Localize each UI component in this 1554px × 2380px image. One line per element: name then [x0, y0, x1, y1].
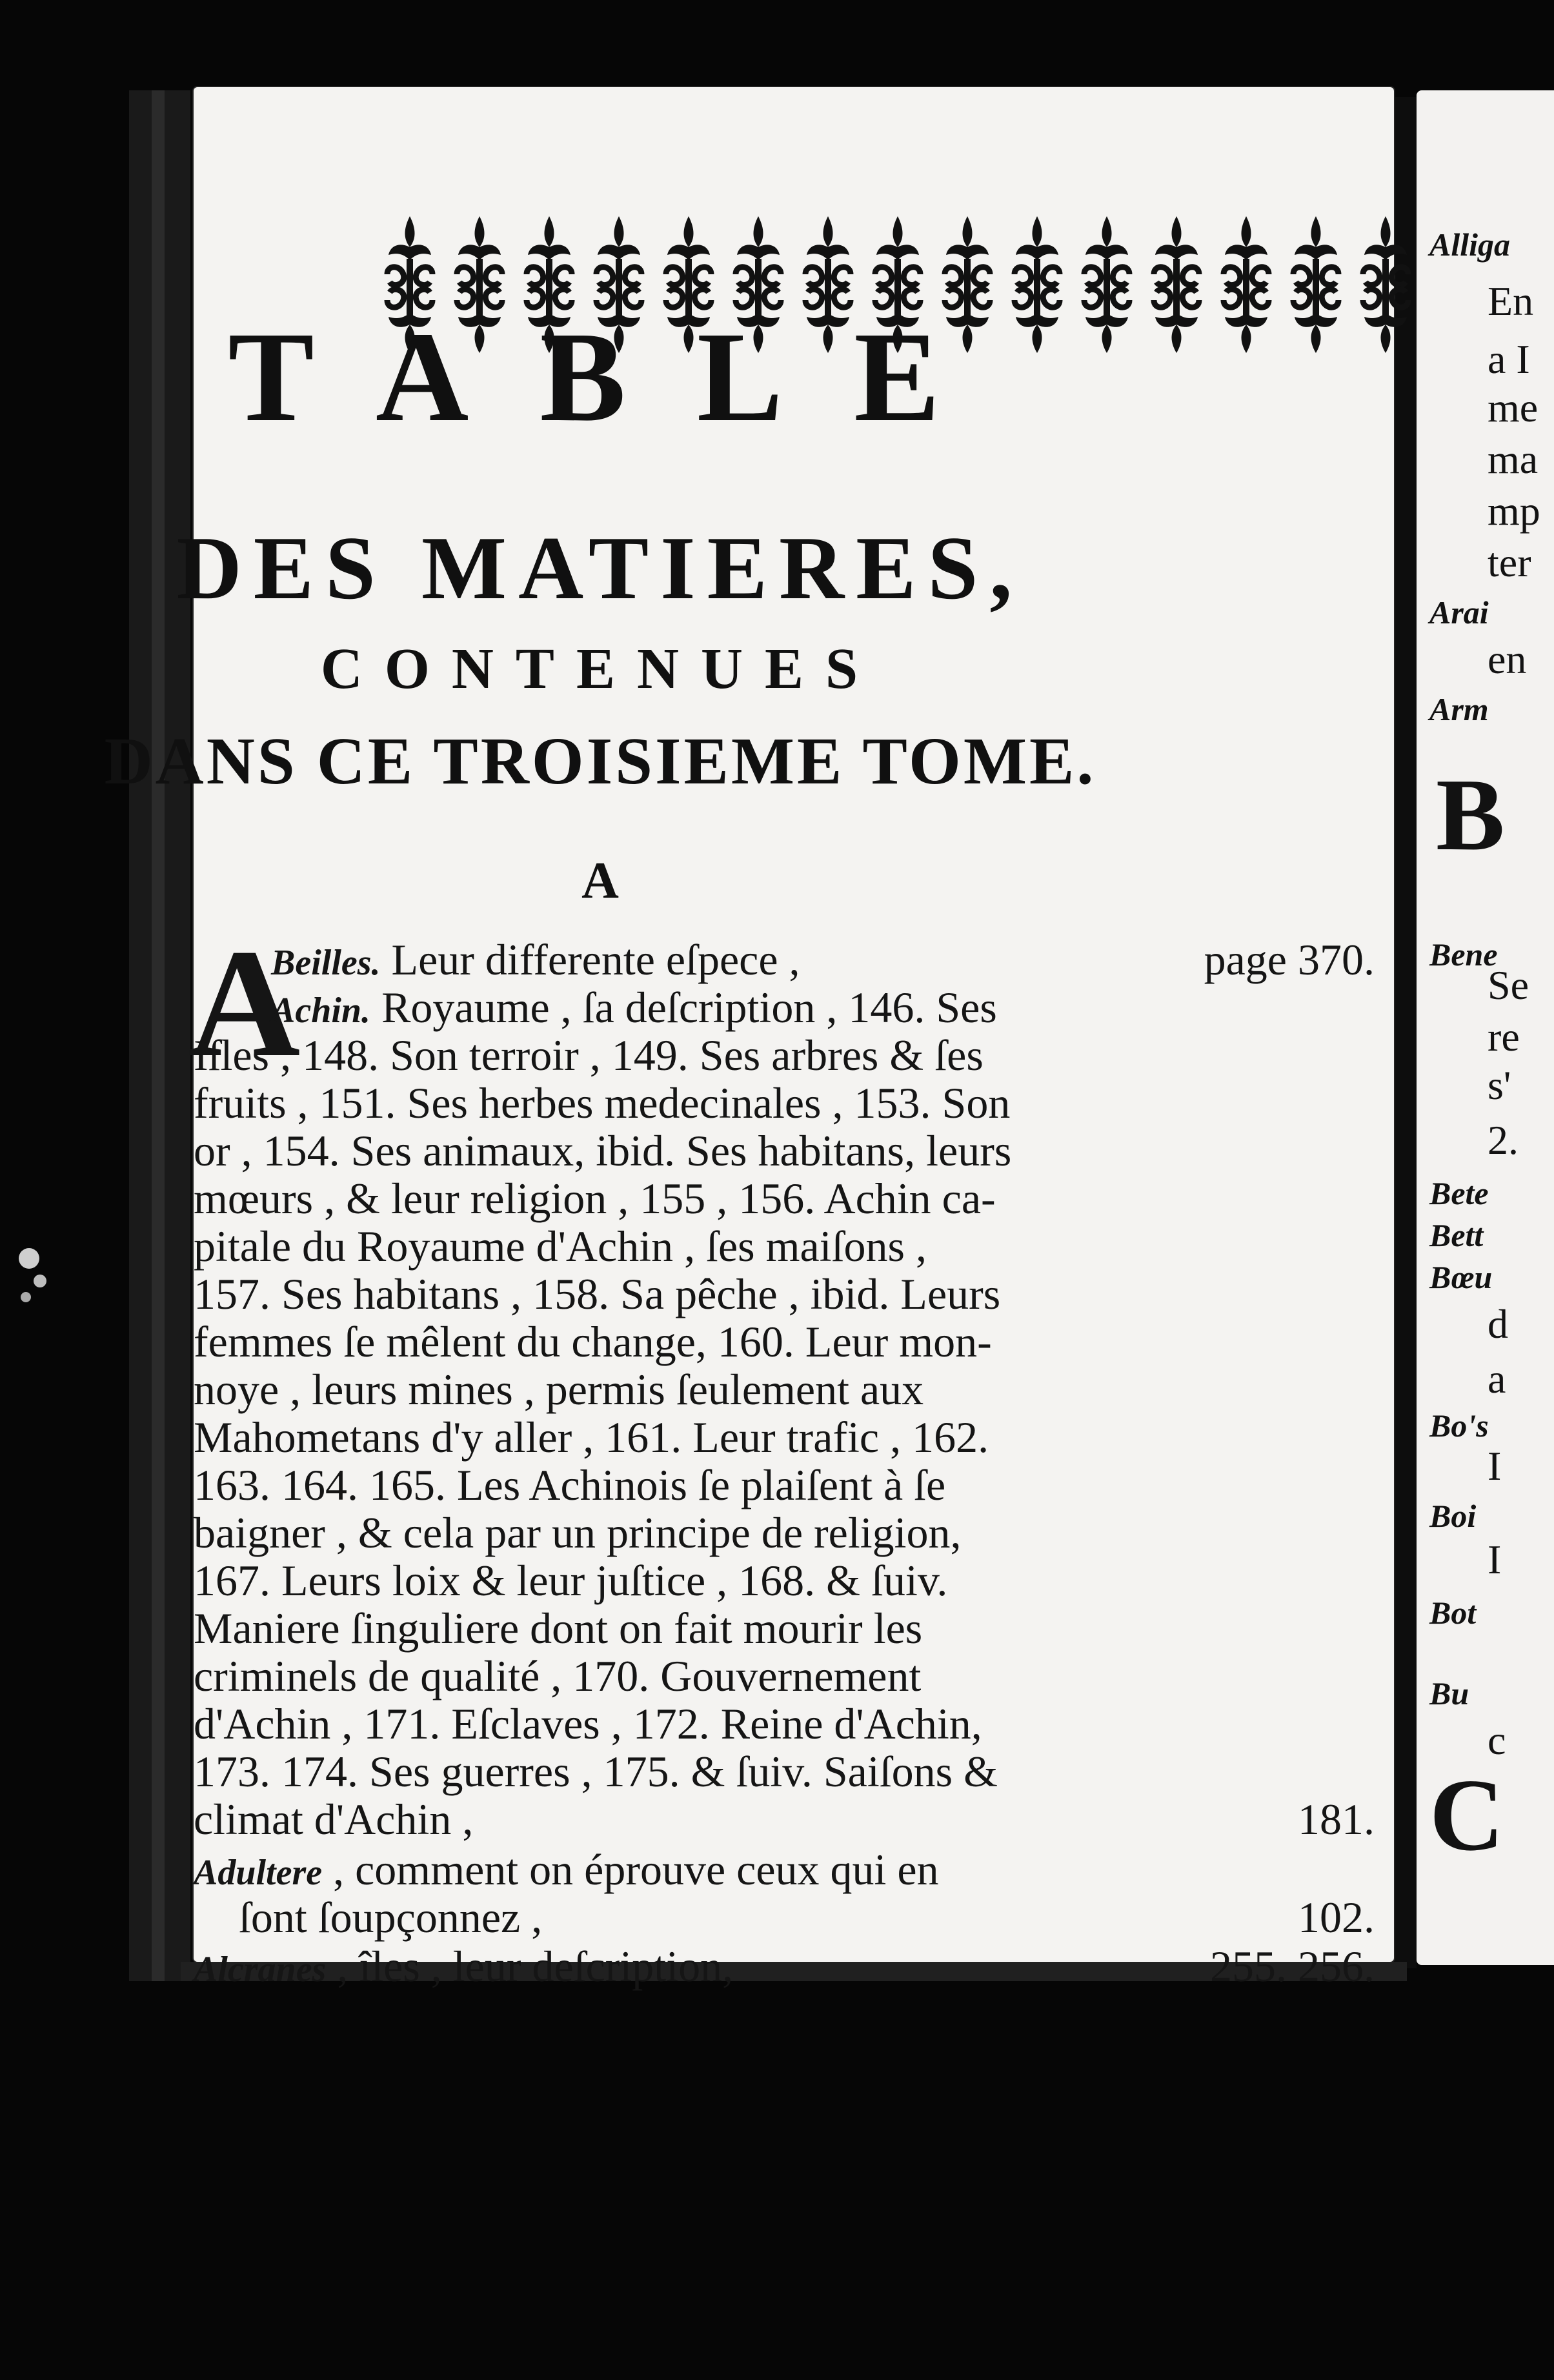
entry-line — [194, 1413, 1375, 1461]
page-ref: 255. 256. — [1210, 1942, 1375, 1991]
entry-abeilles-achin — [188, 917, 1375, 1844]
book-page-left — [104, 87, 1394, 1991]
page-fragment: Bett — [1429, 1217, 1484, 1253]
page-fragment: Alliga — [1429, 227, 1511, 263]
tome-heading: DANS CE TROISIEME TOME. — [104, 724, 1096, 798]
entry-text: Maniere ſinguliere dont on fait mourir les — [194, 1604, 923, 1653]
page-fragment: I — [1488, 1537, 1502, 1582]
entry-line — [194, 983, 1375, 1031]
entry-line — [194, 1222, 1375, 1270]
entry-line — [194, 1795, 1375, 1843]
entry-text: , îles , leur deſcription, — [326, 1942, 734, 1991]
entry-text: Iſles , 148. Son terroir , 149. Ses arbres & ſes — [194, 1031, 984, 1080]
page-fragment: ma — [1488, 436, 1539, 482]
entry-text: 173. 174. Ses guerres , 175. & ſuiv. Saiſons & — [194, 1747, 998, 1796]
page-fragment: 2. — [1488, 1117, 1519, 1163]
entry-text: or , 154. Ses animaux, ibid. Ses habitans, leurs — [194, 1126, 1012, 1175]
entry-text: Royaume , ſa deſcription , 146. Ses — [370, 983, 997, 1032]
entry-line — [194, 1557, 1375, 1604]
entry-line — [194, 1700, 1375, 1748]
entry-line — [194, 1270, 1375, 1318]
entry-text: , comment on éprouve ceux qui en — [322, 1845, 939, 1894]
entry-text: 157. Ses habitans , 158. Sa pêche , ibid. Leurs — [194, 1269, 1001, 1318]
entry-text: noye , leurs mines , permis ſeulement aux — [194, 1365, 924, 1414]
entry-line — [194, 1748, 1375, 1795]
page-fragment: Bu — [1429, 1675, 1469, 1711]
entry-line — [194, 1604, 1375, 1652]
page-fragment: en — [1488, 636, 1527, 682]
page-title: TABLE — [228, 306, 1011, 449]
section-letter: A — [581, 852, 619, 909]
entry-adultere — [194, 1846, 1375, 1941]
page-fragment: Boi — [1429, 1498, 1477, 1534]
page-fragment: a I — [1488, 336, 1530, 382]
entry-line — [194, 1127, 1375, 1175]
entry-text: fruits , 151. Ses herbes medecinales , 153. Son — [194, 1078, 1011, 1127]
entry-text: ſont ſoupçonnez , — [239, 1893, 543, 1942]
entry-line — [194, 1175, 1375, 1222]
entry-text: d'Achin , 171. Eſclaves , 172. Reine d'Achin, — [194, 1699, 982, 1748]
entry-text: femmes ſe mêlent du change, 160. Leur mon- — [194, 1317, 992, 1366]
entry-line — [194, 1652, 1375, 1700]
entry-text: 167. Leurs loix & leur juſtice , 168. & ſuiv. — [194, 1556, 948, 1605]
page-fragment: Bo's — [1429, 1407, 1489, 1444]
entry-line — [194, 1031, 1375, 1079]
page-fragment: B — [1436, 757, 1505, 872]
entry-line — [194, 1942, 1375, 1990]
page-fragment: Bene — [1429, 936, 1498, 973]
page-fragment: c — [1488, 1717, 1506, 1763]
entry-line — [194, 1893, 1375, 1941]
page-subtitle: DES MATIERES, — [176, 518, 1024, 618]
page-fragment: d — [1488, 1301, 1508, 1347]
entry-line — [194, 1318, 1375, 1366]
page-ref: page 370. — [1204, 935, 1375, 984]
page-fragment: C — [1429, 1757, 1504, 1872]
entry-line — [194, 1461, 1375, 1509]
page-fragment: s' — [1488, 1062, 1511, 1108]
entry-text: mœurs , & leur religion , 155 , 156. Achin ca- — [194, 1174, 996, 1223]
page-fragment: I — [1488, 1443, 1502, 1489]
page-fragment: me — [1488, 385, 1539, 430]
entry-keyword: Beilles. — [271, 943, 381, 983]
page-fragment: Se — [1488, 962, 1529, 1008]
entry-text: 163. 164. 165. Les Achinois ſe plaiſent à ſe — [194, 1460, 946, 1509]
entry-text: baigner , & cela par un principe de religion, — [194, 1508, 962, 1557]
entry-keyword: Adultere — [194, 1853, 323, 1893]
page-fragment: En — [1488, 278, 1534, 324]
entry-text: Mahometans d'y aller , 161. Leur trafic , 162. — [194, 1413, 989, 1462]
entry-keyword: Achin. — [271, 991, 371, 1031]
book-page-right — [1417, 90, 1554, 1965]
page-fragment: Bœu — [1429, 1259, 1493, 1295]
page-fragment: re — [1488, 1014, 1520, 1060]
entry-line — [194, 936, 1375, 983]
entry-line — [194, 1079, 1375, 1127]
entry-alcranes — [194, 1942, 1375, 1990]
drop-cap: A — [188, 917, 301, 1089]
contenues-heading: CONTENUES — [320, 637, 880, 701]
entry-text: pitale du Royaume d'Achin , ſes maiſons , — [194, 1222, 927, 1271]
page-fragment: mp — [1488, 488, 1540, 534]
page-fragment: a — [1488, 1356, 1506, 1402]
page-fragment: Arm — [1429, 691, 1489, 727]
entry-line — [194, 1509, 1375, 1557]
page-fragment: Bot — [1429, 1595, 1477, 1631]
entry-keyword: Alcranes — [194, 1950, 327, 1990]
entry-text: climat d'Achin , — [194, 1795, 474, 1844]
entry-text: Leur differente eſpece , — [380, 935, 800, 984]
page-ref: 181. — [1298, 1795, 1375, 1844]
page-fragment: Arai — [1429, 594, 1489, 630]
page-fragment: ter — [1488, 540, 1531, 585]
page-ref: 102. — [1298, 1893, 1375, 1942]
entry-text: criminels de qualité , 170. Gouvernement — [194, 1651, 922, 1700]
entry-line — [194, 1366, 1375, 1413]
entry-line — [194, 1846, 1375, 1893]
page-fragment: Bete — [1429, 1175, 1489, 1211]
